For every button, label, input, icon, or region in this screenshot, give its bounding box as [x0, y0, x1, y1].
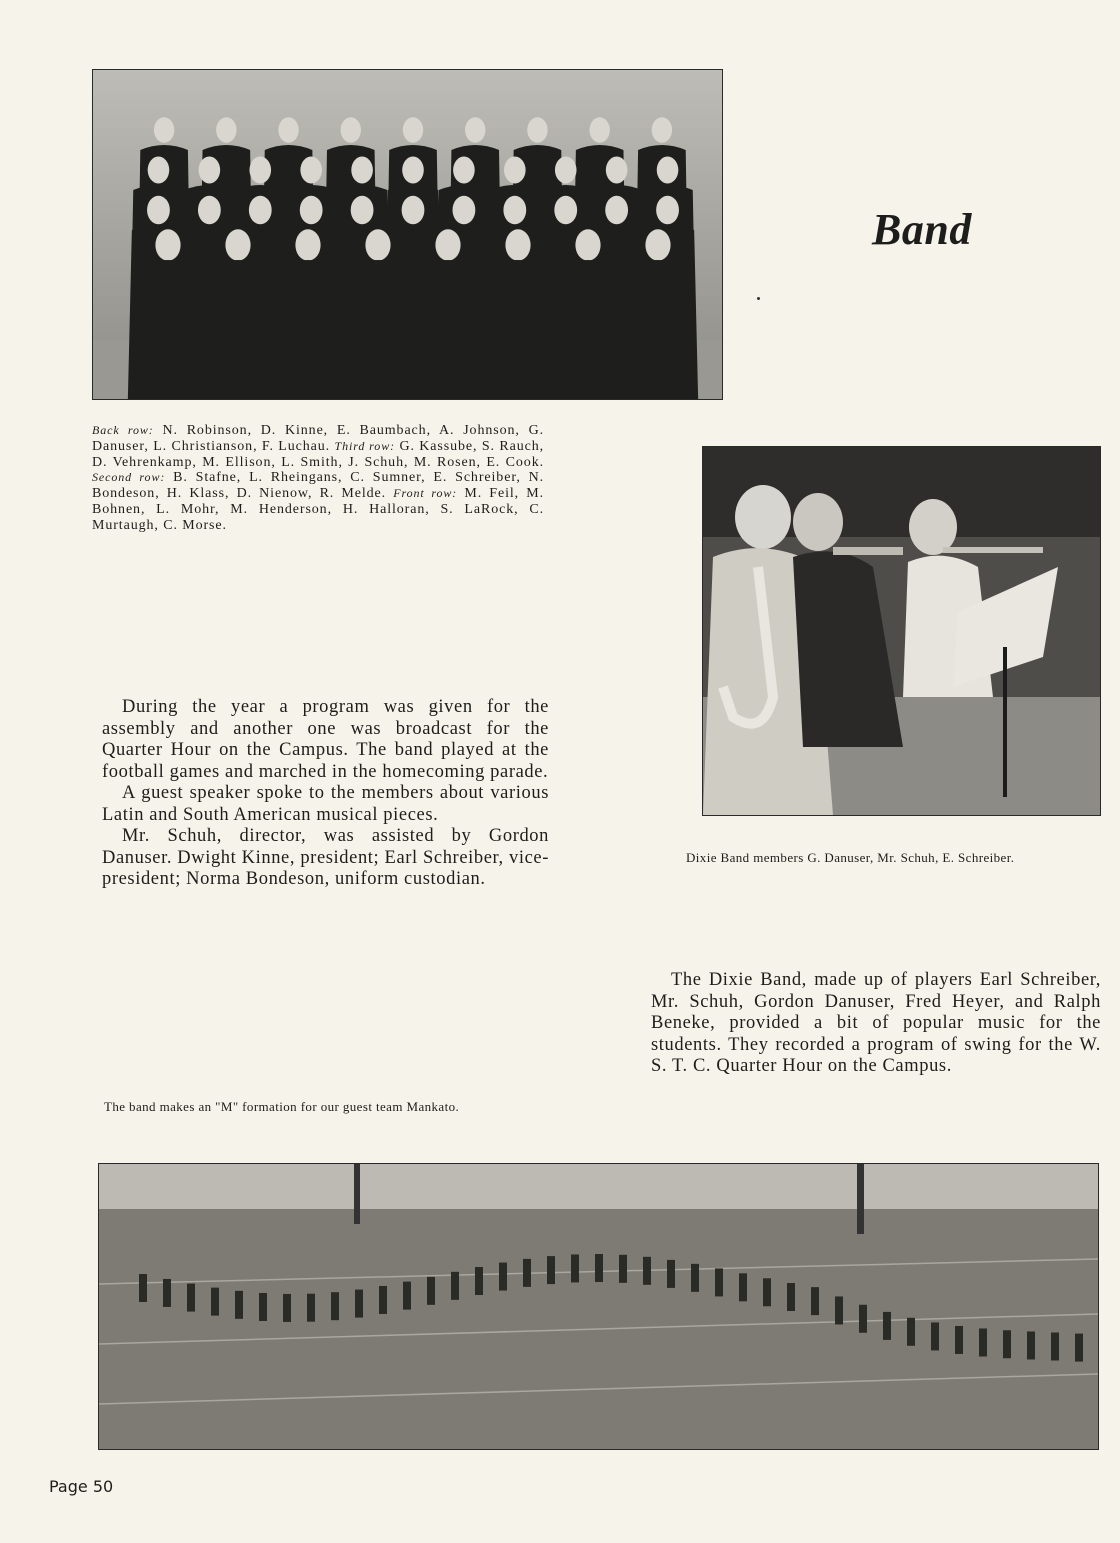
back-row-names: N. Robinson, D. Kinne, E. Baumbach, A. Johnson, G. Danuser, L. Christianson, F. Luchau. [92, 423, 544, 454]
third-row-names: G. Kassube, S. Rauch, D. Vehrenkamp, M. Ellison, L. Smith, J. Schuh, M. Rosen, E. Cook. [92, 438, 545, 470]
dixie-paragraph-1: The Dixie Band, made up of players Earl Schreiber, Mr. Schuh, Gordon Danuser, Fred Heyer, and Ralph Beneke, provided a bit of popular music for the students. They recorded a program of swing for the W. S. T. C. Quarter Hour on the Campus. [651, 970, 1101, 1076]
field-formation-caption: The band makes an "M" formation for our guest team Mankato. [104, 1099, 460, 1114]
dixie-band-caption: Dixie Band members G. Danuser, Mr. Schuh, E. Schreiber. [686, 850, 1015, 865]
marching-band-field-photo [98, 1163, 1099, 1450]
dixie-band-description [651, 970, 1101, 1078]
third-row-label: Third row: [334, 438, 395, 453]
page-number: Page 50 [49, 1477, 114, 1496]
back-row-label: Back row: [92, 423, 154, 437]
page-title: Band [872, 205, 972, 254]
dixie-band-photo [702, 446, 1101, 816]
band-description [102, 697, 549, 891]
band-paragraph-3: Mr. Schuh, director, was assisted by Gordon Danuser. Dwight Kinne, president; Earl Schreiber, vice-president; Norma Bondeson, uniform custodian. [102, 826, 549, 889]
second-row-label: Second row: [92, 470, 166, 485]
band-group-photo [92, 69, 723, 400]
band-roster-caption [92, 423, 544, 534]
front-row-label: Front row: [393, 486, 458, 501]
decorative-dot [757, 297, 760, 300]
front-row-names: M. Feil, M. Bohnen, L. Mohr, M. Henderson, H. Halloran, S. LaRock, C. Murtaugh, C. Morse. [92, 486, 544, 533]
second-row-names: B. Stafne, L. Rheingans, C. Sumner, E. Schreiber, N. Bondeson, H. Klass, D. Nienow, R. Melde. [92, 470, 544, 502]
band-paragraph-1: During the year a program was given for the assembly and another one was broadcast for the Quarter Hour on the Campus. The band played at the football games and marched in the homecoming parade. [102, 697, 549, 782]
band-paragraph-2: A guest speaker spoke to the members about various Latin and South American musical pieces. [102, 783, 549, 825]
